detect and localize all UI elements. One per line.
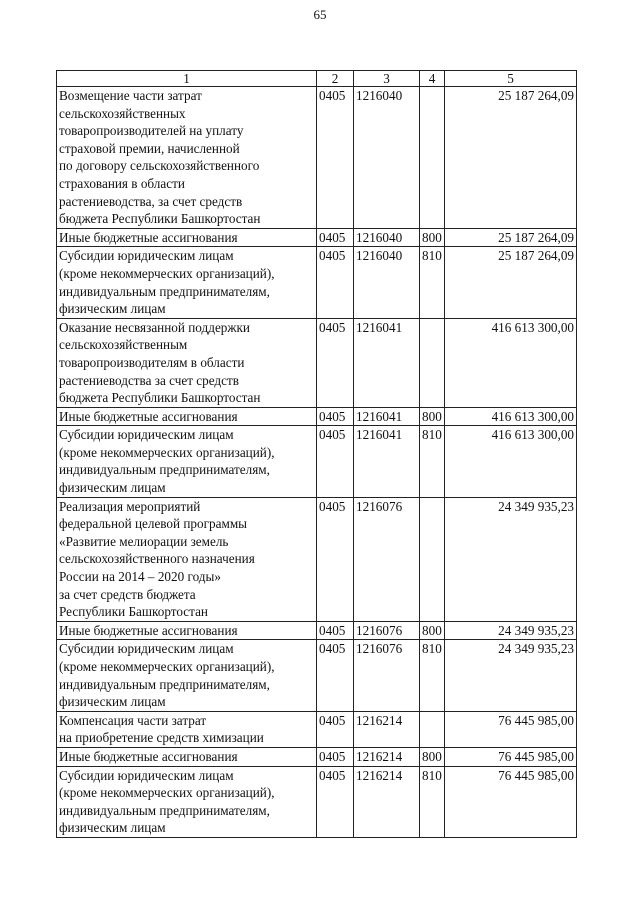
row-description: Оказание несвязанной поддержки сельскохозяйственным товаропроизводителям в области растениеводства за счет средств бюджета Республики Башкортостан xyxy=(57,318,317,407)
row-article-code: 1216041 xyxy=(354,407,420,426)
row-description: Субсидии юридическим лицам (кроме некоммерческих организаций), индивидуальным предпринимателям, физическим лицам xyxy=(57,640,317,711)
row-section-code: 0405 xyxy=(317,497,354,621)
row-description: Компенсация части затрат на приобретение средств химизации xyxy=(57,711,317,747)
row-amount: 416 613 300,00 xyxy=(445,407,577,426)
row-description: Иные бюджетные ассигнования xyxy=(57,407,317,426)
row-description: Субсидии юридическим лицам (кроме некоммерческих организаций), индивидуальным предпринимателям, физическим лицам xyxy=(57,247,317,318)
column-header-1: 1 xyxy=(57,71,317,87)
table-row xyxy=(57,87,577,229)
row-description: Иные бюджетные ассигнования xyxy=(57,621,317,640)
row-expense-type: 800 xyxy=(420,747,445,766)
row-section-code: 0405 xyxy=(317,318,354,407)
row-description: Реализация мероприятий федеральной целевой программы «Развитие мелиорации земель сельскохозяйственного назначения России на 2014 – 2020 годы» за счет средств бюджета Республики Башкортостан xyxy=(57,497,317,621)
row-expense-type xyxy=(420,318,445,407)
row-amount: 24 349 935,23 xyxy=(445,640,577,711)
row-article-code: 1216214 xyxy=(354,711,420,747)
row-expense-type: 810 xyxy=(420,640,445,711)
table-row xyxy=(57,621,577,640)
table-row xyxy=(57,747,577,766)
row-section-code: 0405 xyxy=(317,87,354,229)
row-amount: 24 349 935,23 xyxy=(445,621,577,640)
row-expense-type: 810 xyxy=(420,766,445,837)
row-expense-type: 800 xyxy=(420,228,445,247)
row-description: Иные бюджетные ассигнования xyxy=(57,747,317,766)
row-amount: 24 349 935,23 xyxy=(445,497,577,621)
row-article-code: 1216076 xyxy=(354,497,420,621)
row-article-code: 1216041 xyxy=(354,426,420,497)
table-header-row xyxy=(57,71,577,87)
row-article-code: 1216214 xyxy=(354,747,420,766)
table-row xyxy=(57,318,577,407)
table-row xyxy=(57,407,577,426)
page-number: 65 xyxy=(313,7,327,22)
row-amount: 76 445 985,00 xyxy=(445,747,577,766)
table-row xyxy=(57,640,577,711)
row-article-code: 1216040 xyxy=(354,87,420,229)
row-expense-type xyxy=(420,497,445,621)
table-row xyxy=(57,228,577,247)
row-section-code: 0405 xyxy=(317,621,354,640)
row-amount: 76 445 985,00 xyxy=(445,711,577,747)
row-amount: 76 445 985,00 xyxy=(445,766,577,837)
row-article-code: 1216076 xyxy=(354,621,420,640)
row-expense-type: 810 xyxy=(420,426,445,497)
row-section-code: 0405 xyxy=(317,711,354,747)
table-row xyxy=(57,766,577,837)
column-header-5: 5 xyxy=(445,71,577,87)
row-article-code: 1216040 xyxy=(354,247,420,318)
row-section-code: 0405 xyxy=(317,640,354,711)
row-section-code: 0405 xyxy=(317,407,354,426)
row-section-code: 0405 xyxy=(317,228,354,247)
table-row xyxy=(57,247,577,318)
row-article-code: 1216214 xyxy=(354,766,420,837)
row-expense-type xyxy=(420,711,445,747)
row-description: Иные бюджетные ассигнования xyxy=(57,228,317,247)
row-description: Возмещение части затрат сельскохозяйственных товаропроизводителей на уплату страховой премии, начисленной по договору сельскохозяйственного страхования в области растениеводства, за счет средств бюджета Республики Башкортостан xyxy=(57,87,317,229)
row-description: Субсидии юридическим лицам (кроме некоммерческих организаций), индивидуальным предпринимателям, физическим лицам xyxy=(57,766,317,837)
table-row xyxy=(57,497,577,621)
row-expense-type xyxy=(420,87,445,229)
row-amount: 25 187 264,09 xyxy=(445,87,577,229)
row-article-code: 1216041 xyxy=(354,318,420,407)
table-row xyxy=(57,711,577,747)
column-header-3: 3 xyxy=(354,71,420,87)
row-article-code: 1216076 xyxy=(354,640,420,711)
column-header-4: 4 xyxy=(420,71,445,87)
column-header-2: 2 xyxy=(317,71,354,87)
row-description: Субсидии юридическим лицам (кроме некоммерческих организаций), индивидуальным предпринимателям, физическим лицам xyxy=(57,426,317,497)
budget-table xyxy=(56,70,577,838)
row-article-code: 1216040 xyxy=(354,228,420,247)
row-amount: 25 187 264,09 xyxy=(445,228,577,247)
row-amount: 25 187 264,09 xyxy=(445,247,577,318)
row-section-code: 0405 xyxy=(317,247,354,318)
table-row xyxy=(57,426,577,497)
row-section-code: 0405 xyxy=(317,426,354,497)
row-section-code: 0405 xyxy=(317,766,354,837)
row-expense-type: 800 xyxy=(420,407,445,426)
row-amount: 416 613 300,00 xyxy=(445,318,577,407)
row-amount: 416 613 300,00 xyxy=(445,426,577,497)
row-expense-type: 810 xyxy=(420,247,445,318)
row-section-code: 0405 xyxy=(317,747,354,766)
row-expense-type: 800 xyxy=(420,621,445,640)
